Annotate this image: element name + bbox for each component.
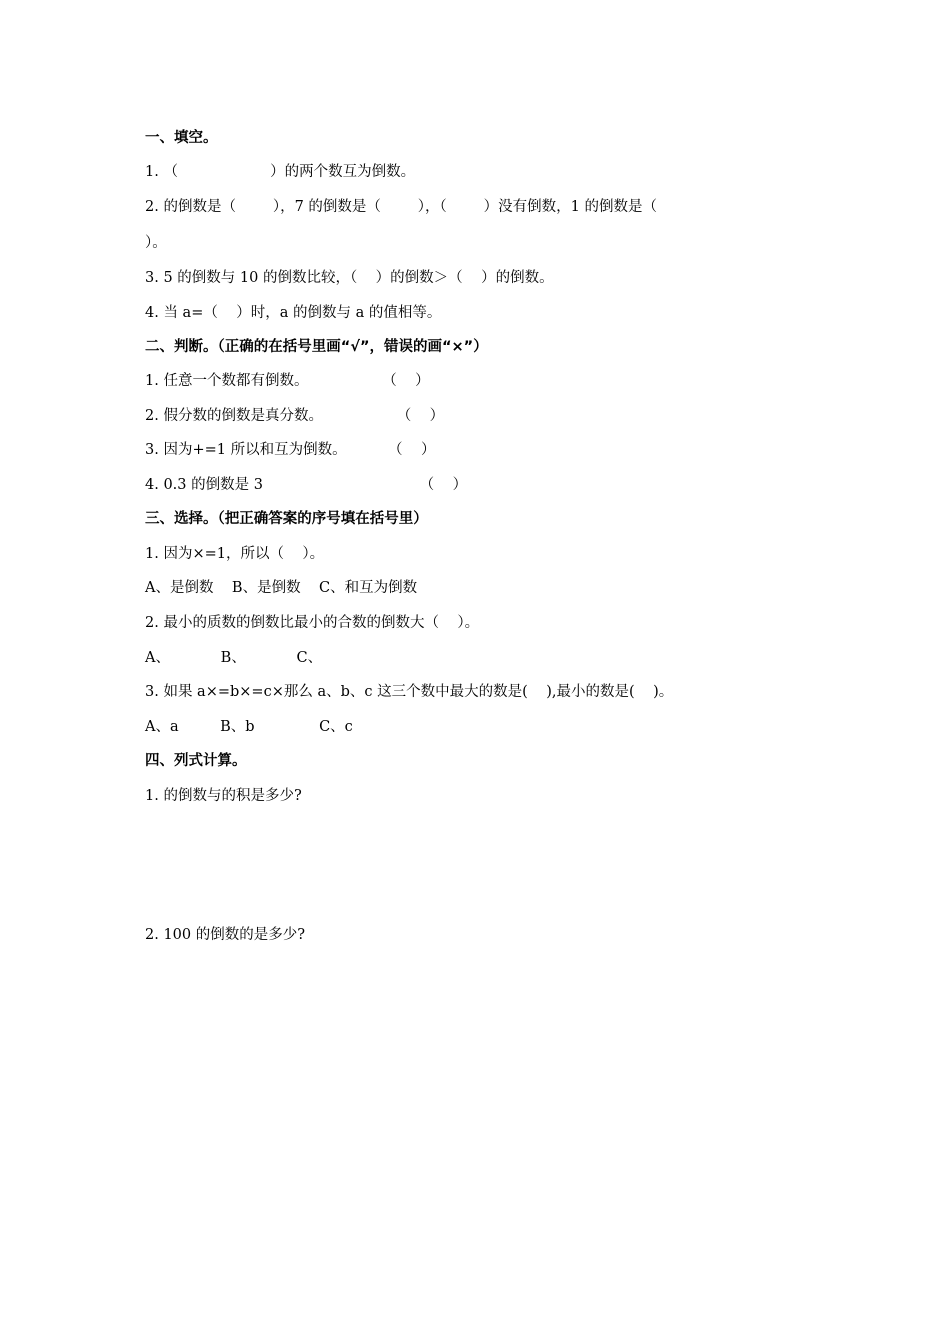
- section-3-heading: 三、选择。（把正确答案的序号填在括号里）: [145, 511, 428, 527]
- question-1-4: 4. 当 a=（ ）时，a 的倒数与 a 的值相等。: [145, 305, 442, 321]
- question-1-3: 3. 5 的倒数与 10 的倒数比较，（ ）的倒数＞（ ）的倒数。: [145, 270, 554, 286]
- question-3-1-options: A、是倒数 B、是倒数 C、和互为倒数: [145, 580, 418, 596]
- question-2-1: 1. 任意一个数都有倒数。 （ ）: [145, 373, 430, 389]
- question-3-1: 1. 因为×=1，所以（ ）。: [145, 546, 325, 562]
- question-4-2: 2. 100 的倒数的是多少?: [145, 927, 306, 943]
- question-3-3: 3. 如果 a×=b×=c×那么 a、b、c 这三个数中最大的数是( ),最小的数是( )。: [145, 684, 674, 700]
- question-1-2: 2. 的倒数是（ ），7 的倒数是（ ），（ ）没有倒数，1 的倒数是（: [145, 199, 657, 215]
- section-1-heading: 一、填空。: [145, 130, 218, 146]
- question-2-2: 2. 假分数的倒数是真分数。 （ ）: [145, 408, 445, 424]
- question-1-2-continued: ）。: [145, 235, 167, 251]
- question-2-3: 3. 因为+=1 所以和互为倒数。 （ ）: [145, 442, 436, 458]
- question-2-4: 4. 0.3 的倒数是 3 （ ）: [145, 477, 468, 493]
- question-3-3-options: A、a B、b C、c: [145, 719, 353, 735]
- section-4-heading: 四、列式计算。: [145, 753, 247, 769]
- section-2-heading: 二、判断。（正确的在括号里画“√”，错误的画“×”）: [145, 339, 488, 355]
- question-3-2-options: A、 B、 C、: [145, 650, 323, 666]
- question-1-1: 1. （ ）的两个数互为倒数。: [145, 164, 416, 180]
- question-3-2: 2. 最小的质数的倒数比最小的合数的倒数大（ ）。: [145, 615, 480, 631]
- question-4-1: 1. 的倒数与的积是多少?: [145, 788, 302, 804]
